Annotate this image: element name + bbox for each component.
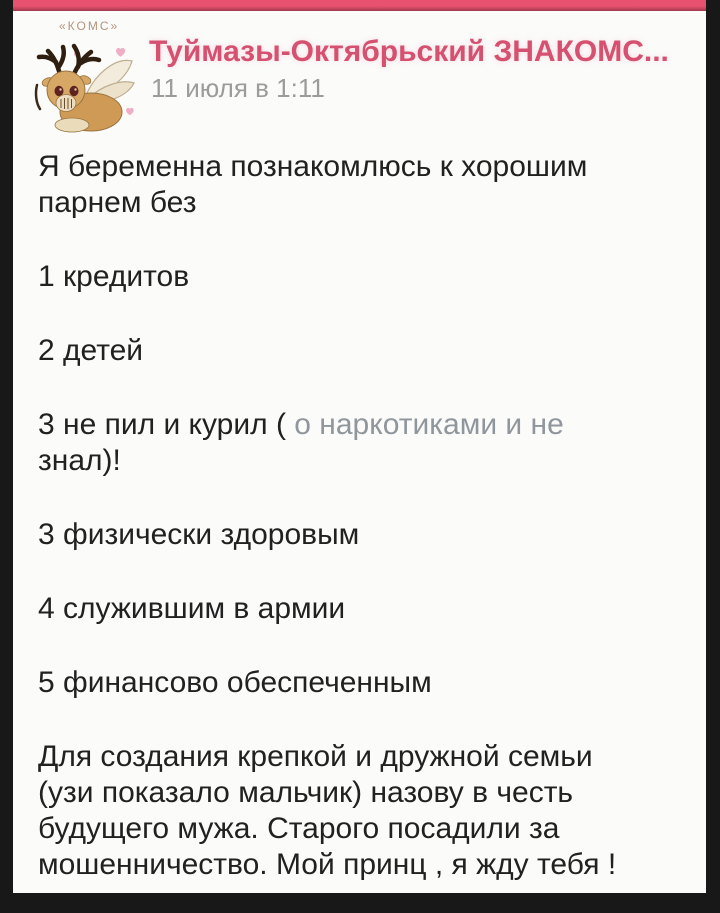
text-segment: 3 физически здоровым bbox=[38, 518, 360, 551]
muted-text-segment: о наркотиками и не bbox=[294, 408, 564, 441]
post-paragraph bbox=[38, 259, 681, 295]
text-segment: мошенничество. Мой принц , я жду тебя ! bbox=[38, 848, 617, 881]
deer-side-mark bbox=[36, 85, 40, 109]
post-line bbox=[38, 259, 681, 295]
post-line bbox=[38, 811, 681, 847]
deer-antlers-icon bbox=[39, 46, 99, 75]
post-paragraph bbox=[38, 591, 681, 627]
text-segment: знал)! bbox=[38, 444, 121, 477]
text-segment: (узи показало мальчик) назову в честь bbox=[38, 776, 574, 809]
post-paragraph bbox=[38, 333, 681, 369]
post-line bbox=[38, 775, 681, 811]
post-card bbox=[13, 11, 706, 893]
post-line bbox=[38, 517, 681, 553]
post-line bbox=[38, 443, 681, 479]
post-line bbox=[38, 149, 681, 185]
post-line bbox=[38, 847, 681, 883]
group-avatar[interactable] bbox=[28, 41, 138, 136]
text-segment: 1 кредитов bbox=[38, 260, 190, 293]
text-segment: 4 служившим в армии bbox=[38, 592, 346, 625]
post-paragraph bbox=[38, 149, 681, 221]
text-segment: будущего мужа. Старого посадили за bbox=[38, 812, 560, 845]
post-timestamp[interactable]: 11 июля в 1:11 bbox=[151, 73, 325, 103]
text-segment: парнем без bbox=[38, 186, 197, 219]
post-line bbox=[38, 739, 681, 775]
post-paragraph bbox=[38, 517, 681, 553]
post-body bbox=[38, 149, 681, 913]
text-segment: 3 не пил и курил ( bbox=[38, 408, 295, 441]
post-paragraph bbox=[38, 739, 681, 883]
post-line bbox=[38, 407, 681, 443]
post-line bbox=[38, 591, 681, 627]
post-line bbox=[38, 665, 681, 701]
text-segment: Для создания крепкой и дружной семьи bbox=[38, 740, 593, 773]
avatar-watermark-text: «КОМС» bbox=[59, 19, 120, 33]
text-segment: Я беременна познакомлюсь к хорошим bbox=[38, 150, 588, 183]
text-segment: 5 финансово обеспеченным bbox=[38, 666, 432, 699]
post-line bbox=[38, 185, 681, 221]
post-paragraph bbox=[38, 407, 681, 479]
app-accent-bar bbox=[13, 0, 706, 11]
text-segment: 2 детей bbox=[38, 334, 144, 367]
group-name-link[interactable]: Туймазы-Октябрьский ЗНАКОМС... bbox=[149, 35, 669, 68]
post-line bbox=[38, 333, 681, 369]
post-paragraph bbox=[38, 665, 681, 701]
